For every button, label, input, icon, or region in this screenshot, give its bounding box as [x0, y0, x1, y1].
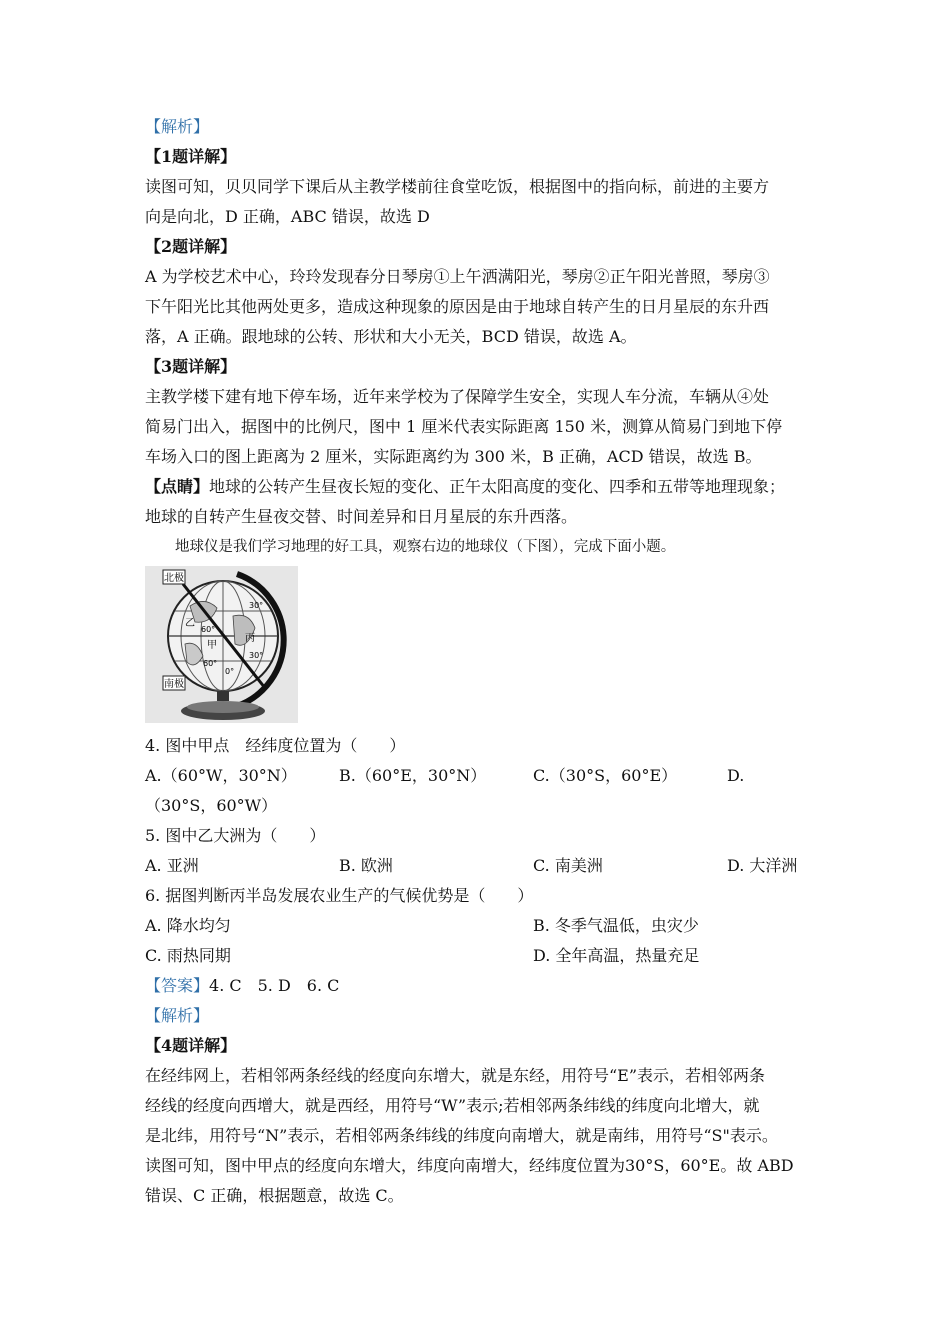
q2-heading: 【2题详解】 [145, 237, 237, 256]
q6-option-b[interactable]: B. 冬季气温低，虫灾少 [533, 916, 699, 935]
q4-option-a[interactable]: A.（60°W，30°N） [145, 766, 297, 785]
analysis-tag-2: 【解析】 [145, 1006, 210, 1025]
q4-explain-heading: 【4题详解】 [145, 1036, 237, 1055]
intro-text: 地球仪是我们学习地理的好工具，观察右边的地球仪（下图），完成下面小题。 [175, 539, 676, 555]
q5-options [145, 851, 810, 881]
q6-option-a[interactable]: A. 降水均匀 [145, 916, 231, 935]
q4-option-c[interactable]: C.（30°S，60°E） [533, 766, 678, 785]
degree-label: 60° [203, 659, 218, 668]
analysis-tag: 【解析】 [145, 117, 210, 136]
q2-text-3: 落，A 正确。跟地球的公转、形状和大小无关，BCD 错误，故选 A。 [145, 327, 637, 346]
q1-text-2: 向是向北，D 正确，ABC 错误，故选 D [145, 207, 430, 226]
answer-text: 4. C 5. D 6. C [209, 976, 340, 995]
q6-stem: 6. 据图判断丙半岛发展农业生产的气候优势是（ ） [145, 886, 534, 905]
south-pole-label: 南极 [164, 679, 184, 690]
yi-label: 乙 [185, 618, 195, 629]
degree-label: 0° [225, 667, 235, 676]
q3-text-1: 主教学楼下建有地下停车场，近年来学校为了保障学生安全，实现人车分流，车辆从④处 [145, 387, 770, 406]
q5-option-d[interactable]: D. 大洋洲 [727, 856, 798, 875]
q3-text-3: 车场入口的图上距离为 2 厘米，实际距离约为 300 米，B 正确，ACD 错误，故选 B。 [145, 447, 762, 466]
q4-option-d-value: （30°S，60°W） [145, 796, 278, 815]
globe-figure [145, 566, 298, 723]
q6-options-row-1 [145, 911, 810, 941]
degree-label: 60° [201, 625, 216, 634]
q5-option-c[interactable]: C. 南美洲 [533, 856, 603, 875]
north-pole-label: 北极 [164, 573, 184, 584]
q4-stem: 4. 图中甲点 经纬度位置为（ ） [145, 736, 406, 755]
q6-option-d[interactable]: D. 全年高温，热量充足 [533, 946, 700, 965]
q4-option-d[interactable]: D. [727, 766, 745, 785]
tip-line-1 [145, 472, 810, 502]
q4-explain-2: 经线的经度向西增大，就是西经，用符号“W”表示;若相邻两条纬线的纬度向北增大，就 [145, 1096, 760, 1115]
answer-line [145, 971, 810, 1001]
q4-explain-5: 错误、C 正确，根据题意，故选 C。 [145, 1186, 404, 1205]
q1-text-1: 读图可知，贝贝同学下课后从主教学楼前往食堂吃饭，根据图中的指向标，前进的主要方 [145, 177, 770, 196]
q3-text-2: 简易门出入，据图中的比例尺，图中 1 厘米代表实际距离 150 米，测算从简易门到地下停 [145, 417, 783, 436]
q4-explain-1: 在经纬网上，若相邻两条经线的经度向东增大，就是东经，用符号“E”表示，若相邻两条 [145, 1066, 766, 1085]
q1-heading: 【1题详解】 [145, 147, 237, 166]
tip-text-1: 地球的公转产生昼夜长短的变化、正午太阳高度的变化、四季和五带等地理现象； [209, 477, 786, 496]
degree-label: 30° [249, 601, 264, 610]
globe-illustration [145, 566, 298, 723]
q5-option-a[interactable]: A. 亚洲 [145, 856, 199, 875]
jia-label: 甲 [207, 640, 217, 651]
document-page [145, 112, 810, 1211]
q3-heading: 【3题详解】 [145, 357, 237, 376]
q5-stem: 5. 图中乙大洲为（ ） [145, 826, 326, 845]
q5-option-b[interactable]: B. 欧洲 [339, 856, 393, 875]
q4-explain-3: 是北纬，用符号“N”表示，若相邻两条纬线的纬度向南增大，就是南纬，用符号“S"表示。 [145, 1126, 778, 1145]
q6-option-c[interactable]: C. 雨热同期 [145, 946, 231, 965]
answer-tag: 【答案】 [145, 976, 210, 995]
q4-explain-4: 读图可知，图中甲点的经度向东增大，纬度向南增大，经纬度位置为30°S，60°E。故 ABD [145, 1156, 794, 1175]
q4-option-b[interactable]: B.（60°E，30°N） [339, 766, 487, 785]
q6-options-row-2 [145, 941, 810, 971]
q4-options [145, 761, 810, 791]
bing-label: 丙 [245, 633, 255, 644]
tip-text-2: 地球的自转产生昼夜交替、时间差异和日月星辰的东升西落。 [145, 507, 578, 526]
q2-text-2: 下午阳光比其他两处更多，造成这种现象的原因是由于地球自转产生的日月星辰的东升西 [145, 297, 770, 316]
degree-label: 30° [249, 651, 264, 660]
tip-tag: 【点睛】 [145, 477, 210, 496]
q2-text-1: A 为学校艺术中心，玲玲发现春分日琴房①上午洒满阳光，琴房②正午阳光普照，琴房③ [145, 267, 770, 286]
